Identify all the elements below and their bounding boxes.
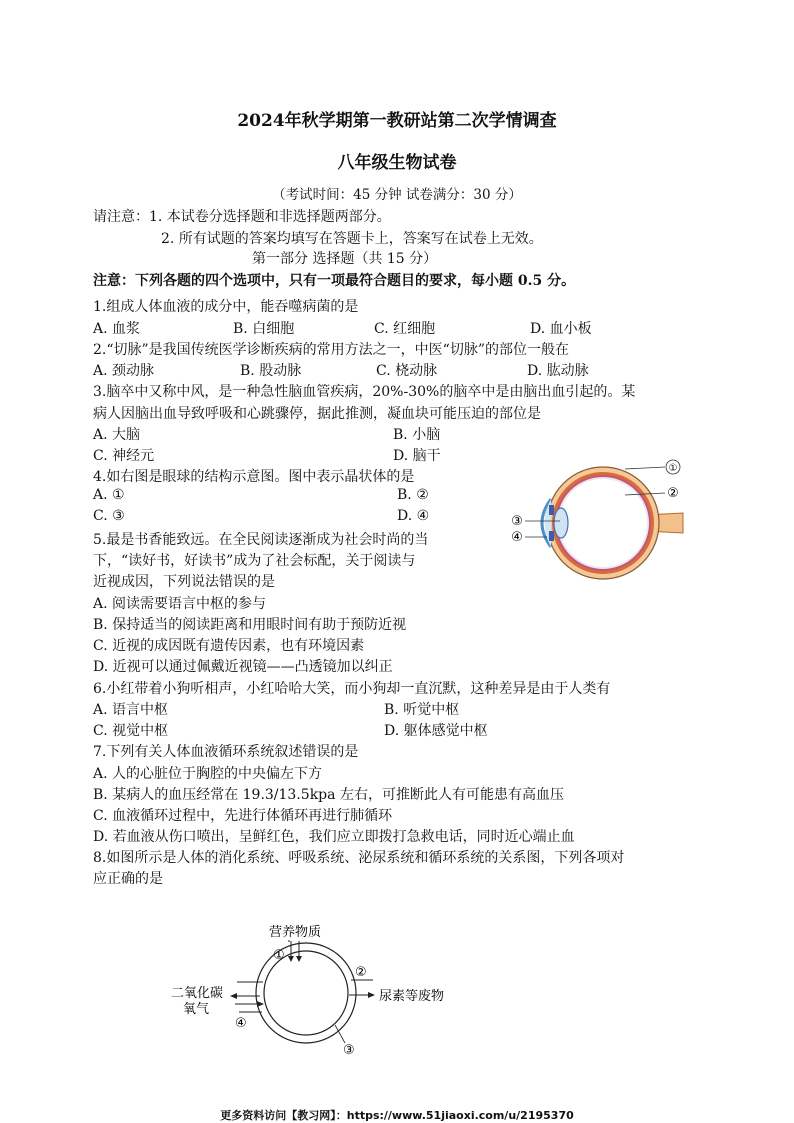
q7-option-d: D. 若血液从伤口喷出，呈鲜红色，我们应立即拨打急救电话，同时近心端止血 (93, 829, 575, 845)
q5-stem-line-2: 下，“读好书，好读书”成为了社会标配，关于阅读与 (93, 553, 416, 569)
note-line-2: 2. 所有试题的答案均填写在答题卡上，答案写在试卷上无效。 (161, 231, 543, 247)
q7-option-a: A. 人的心脏位于胸腔的中央偏左下方 (93, 766, 323, 782)
nutrients-label: 营养物质 (269, 925, 322, 940)
system-label-4: ④ (235, 1016, 247, 1031)
q3-option-d: D. 脑干 (393, 448, 441, 464)
q1-option-d: D. 血小板 (530, 321, 592, 337)
exam-info: （考试时间：45 分钟 试卷满分：30 分） (272, 187, 522, 203)
circulation-inner-circle (264, 951, 348, 1035)
co2-label: 二氧化碳 (171, 986, 224, 1001)
q4-option-b: B. ② (397, 487, 429, 503)
q7-option-c: C. 血液循环过程中，先进行体循环再进行肺循环 (93, 808, 393, 824)
q6-option-b: B. 听觉中枢 (384, 702, 460, 718)
q2-option-c: C. 桡动脉 (376, 363, 438, 379)
section-instruction: 注意：下列各题的四个选项中，只有一项最符合题目的要求，每小题 0.5 分。 (93, 273, 576, 289)
q2-option-a: A. 颈动脉 (93, 363, 155, 379)
q2-option-b: B. 股动脉 (240, 363, 302, 379)
urea-label: 尿素等废物 (379, 989, 445, 1004)
q5-option-d: D. 近视可以通过佩戴近视镜——凸透镜加以纠正 (93, 659, 393, 675)
eye-structure-diagram (505, 455, 695, 585)
q3-stem-line-1: 3.脑卒中又称中风，是一种急性脑血管疾病，20%-30%的脑卒中是由脑出血引起的。某 (93, 384, 636, 400)
eye-label-1: ① (668, 463, 678, 474)
q3-option-c: C. 神经元 (93, 448, 155, 464)
q4-option-d: D. ④ (397, 508, 430, 524)
q5-option-c: C. 近视的成因既有遗传因素，也有环境因素 (93, 638, 365, 654)
q8-stem-line-2: 应正确的是 (93, 871, 163, 887)
system-label-2: ② (355, 965, 367, 980)
footer-link[interactable]: 更多资料访问【教习网】：https://www.51jiaoxi.com/u/2195370 (220, 1109, 574, 1122)
eye-label-3: ③ (511, 514, 523, 529)
q5-stem-line-3: 近视成因，下列说法错误的是 (93, 574, 275, 590)
q4-stem: 4.如右图是眼球的结构示意图。图中表示晶状体的是 (93, 469, 415, 485)
q6-option-c: C. 视觉中枢 (93, 723, 169, 739)
o2-label: 氧气 (183, 1002, 210, 1017)
q1-option-c: C. 红细胞 (374, 321, 436, 337)
q1-stem: 1.组成人体血液的成分中，能吞噬病菌的是 (93, 299, 359, 315)
q6-option-a: A. 语言中枢 (93, 702, 169, 718)
q5-option-b: B. 保持适当的阅读距离和用眼时间有助于预防近视 (93, 617, 407, 633)
q4-option-a: A. ① (93, 487, 125, 503)
q4-option-c: C. ③ (93, 508, 125, 524)
q3-option-a: A. 大脑 (93, 427, 141, 443)
q1-option-b: B. 白细胞 (233, 321, 295, 337)
note-line-1: 请注意：1. 本试卷分选择题和非选择题两部分。 (93, 209, 391, 225)
q7-option-b: B. 某病人的血压经常在 19.3/13.5kpa 左右，可推断此人有可能患有高血压 (93, 787, 564, 803)
system-label-3: ③ (343, 1043, 355, 1055)
system-label-1: ① (273, 948, 285, 963)
q6-option-d: D. 躯体感觉中枢 (384, 723, 488, 739)
eye-label-2: ② (667, 486, 679, 501)
q6-stem: 6.小红带着小狗听相声，小红哈哈大笑，而小狗却一直沉默，这种差异是由于人类有 (93, 681, 611, 697)
q3-stem-line-2: 病人因脑出血导致呼吸和心跳骤停，据此推测，凝血块可能压迫的部位是 (93, 406, 541, 422)
body-systems-diagram (165, 920, 485, 1055)
q2-stem: 2.“切脉”是我国传统医学诊断疾病的常用方法之一，中医“切脉”的部位一般在 (93, 342, 569, 358)
exam-subtitle: 八年级生物试卷 (337, 153, 457, 173)
q8-stem-line-1: 8.如图所示是人体的消化系统、呼吸系统、泌尿系统和循环系统的关系图，下列各项对 (93, 850, 625, 866)
eye-label-4: ④ (511, 530, 523, 545)
q5-stem-line-1: 5.最是书香能致远。在全民阅读逐渐成为社会时尚的当 (93, 532, 429, 548)
q3-option-b: B. 小脑 (393, 427, 441, 443)
circulation-outer-circle (256, 943, 356, 1043)
section-title: 第一部分 选择题（共 15 分） (252, 251, 438, 267)
q7-stem: 7.下列有关人体血液循环系统叙述错误的是 (93, 744, 359, 760)
q1-option-a: A. 血浆 (93, 321, 141, 337)
q2-option-d: D. 肱动脉 (527, 363, 589, 379)
exam-title: 2024年秋学期第一教研站第二次学情调查 (237, 111, 557, 131)
q5-option-a: A. 阅读需要语言中枢的参与 (93, 596, 267, 612)
